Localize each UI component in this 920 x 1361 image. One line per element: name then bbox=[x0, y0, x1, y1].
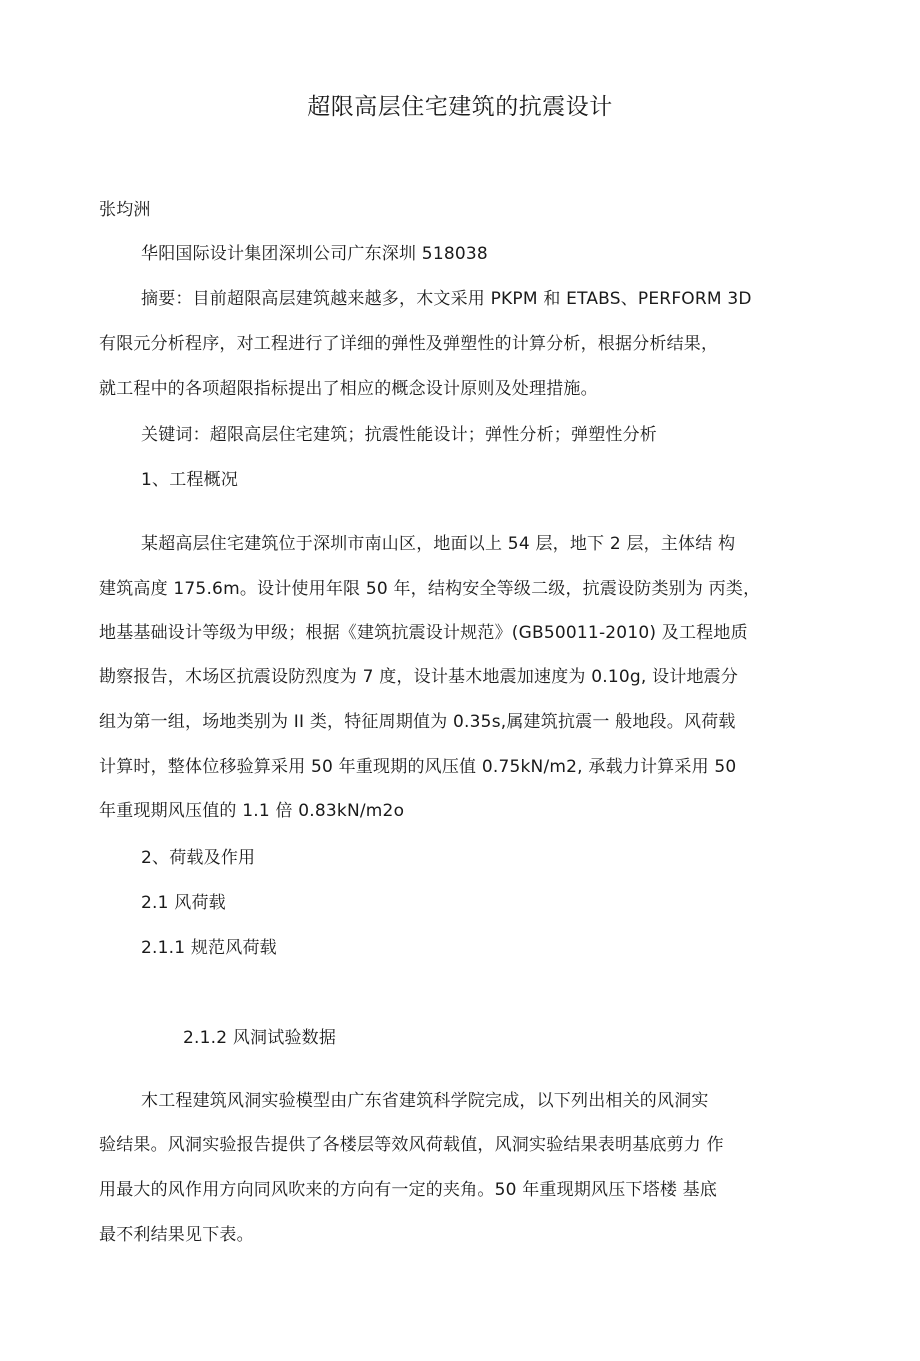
section-2-heading: 2、荷载及作用 bbox=[141, 848, 256, 868]
abstract-line: 就工程中的各项超限指标提出了相应的概念设计原则及处理措施。 bbox=[99, 379, 598, 399]
paragraph-line: 最不利结果见下表。 bbox=[99, 1225, 254, 1245]
document-title: 超限高层住宅建筑的抗震设计 bbox=[307, 94, 613, 120]
abstract-line: 有限元分析程序，对工程进行了详细的弹性及弹塑性的计算分析，根据分析结果， bbox=[99, 334, 719, 354]
author-affiliation: 华阳国际设计集团深圳公司广东深圳 518038 bbox=[141, 244, 488, 264]
paragraph-line: 木工程建筑风洞实验模型由广东省建筑科学院完成，以下列出相关的风洞实 bbox=[141, 1091, 709, 1111]
paragraph-line: 验结果。风洞实验报告提供了各楼层等效风荷载值，风洞实验结果表明基底剪力 作 bbox=[99, 1135, 724, 1155]
paragraph-line: 建筑高度 175.6m。设计使用年限 50 年，结构安全等级二级，抗震设防类别为 丙类， bbox=[99, 579, 761, 599]
section-1-heading: 1、工程概况 bbox=[141, 470, 239, 490]
paragraph-line: 某超高层住宅建筑位于深圳市南山区，地面以上 54 层，地下 2 层，主体结 构 bbox=[141, 534, 736, 554]
section-2-1-heading: 2.1 风荷载 bbox=[141, 893, 226, 913]
paragraph-line: 地基基础设计等级为甲级；根据《建筑抗震设计规范》(GB50011-2010) 及工程地质 bbox=[99, 623, 748, 643]
paragraph-line: 计算时，整体位移验算采用 50 年重现期的风压值 0.75kN/m2, 承载力计算采用 50 bbox=[99, 757, 737, 777]
section-2-1-1-heading: 2.1.1 规范风荷载 bbox=[141, 938, 277, 958]
paragraph-line: 年重现期风压值的 1.1 倍 0.83kN/m2o bbox=[99, 801, 405, 821]
paragraph-line: 用最大的风作用方向同风吹来的方向有一定的夹角。50 年重现期风压下塔楼 基底 bbox=[99, 1180, 718, 1200]
abstract-line: 摘要：目前超限高层建筑越来越多，木文采用 PKPM 和 ETABS、PERFORM 3D bbox=[141, 289, 752, 309]
paragraph-line: 组为第一组，场地类别为 II 类，特征周期值为 0.35s,属建筑抗震一 般地段。风荷载 bbox=[99, 712, 736, 732]
paragraph-line: 勘察报告，木场区抗震设防烈度为 7 度，设计基木地震加速度为 0.10g, 设计地震分 bbox=[99, 667, 739, 687]
keywords-line: 关键词：超限高层住宅建筑；抗震性能设计；弹性分析；弹塑性分析 bbox=[141, 425, 657, 445]
section-2-1-2-heading: 2.1.2 风洞试验数据 bbox=[183, 1028, 337, 1048]
author-name: 张均洲 bbox=[99, 200, 151, 220]
